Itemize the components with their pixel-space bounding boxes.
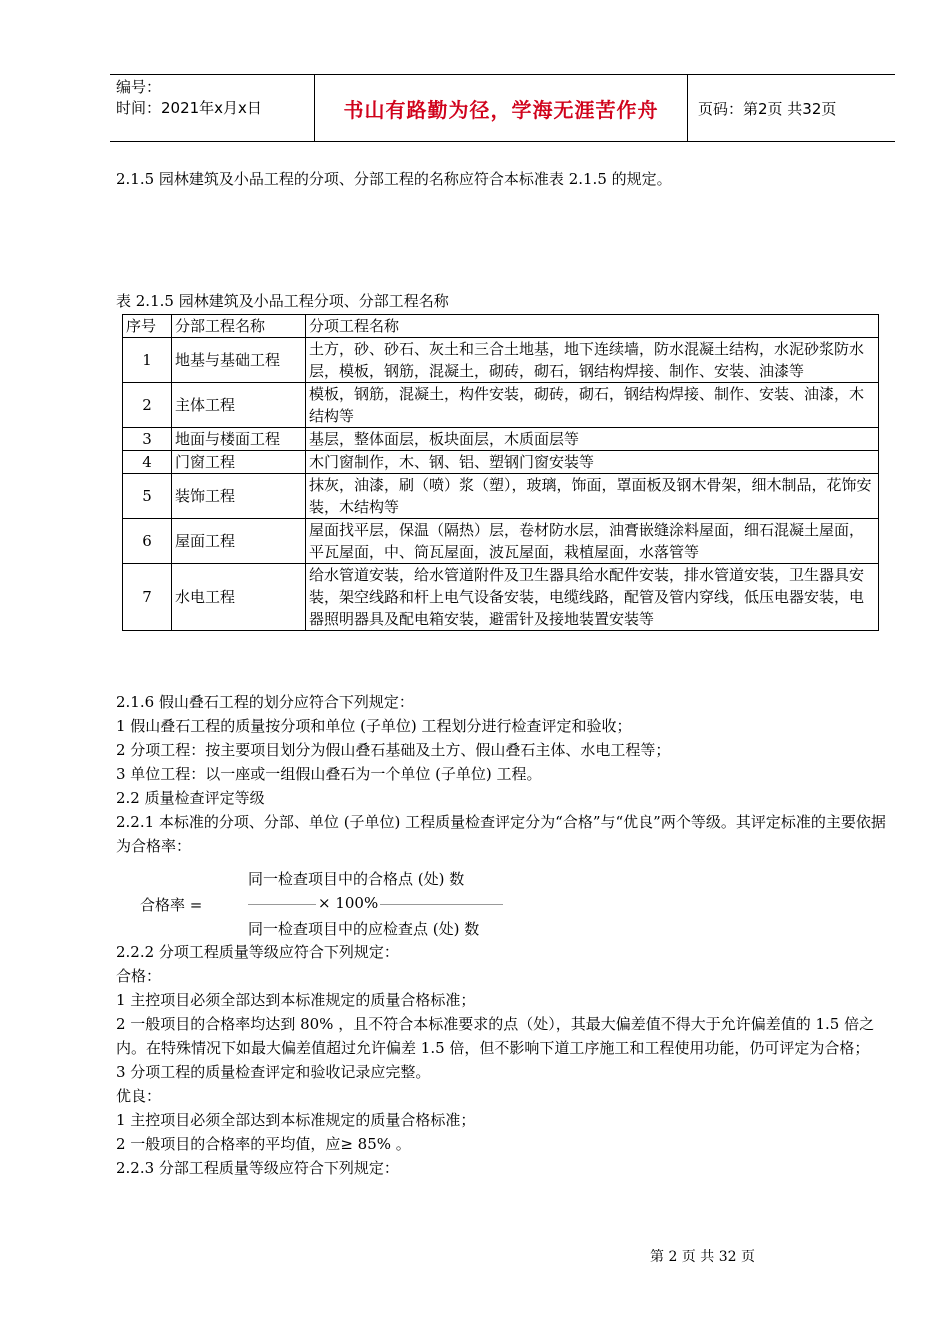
table-row bbox=[123, 474, 879, 519]
division-name: 装饰工程 bbox=[172, 474, 306, 519]
row-number: 4 bbox=[123, 451, 172, 474]
subitem-names: 给水管道安装，给水管道附件及卫生器具给水配件安装，排水管道安装，卫生器具安装，架空线路和杆上电气设备安装，电缆线路，配管及管内穿线，低压电器安装，电器照明器具及配电箱安装，避雷针及接地装置安装等 bbox=[306, 564, 879, 631]
division-name: 门窗工程 bbox=[172, 451, 306, 474]
row-number: 3 bbox=[123, 428, 172, 451]
paragraph: 1 假山叠石工程的质量按分项和单位 (子单位) 工程划分进行检查评定和验收； bbox=[116, 717, 632, 735]
table-row bbox=[123, 338, 879, 383]
paragraph: 2.2.3 分部工程质量等级应符合下列规定： bbox=[116, 1159, 399, 1177]
table-caption: 表 2.1.5 园林建筑及小品工程分项、分部工程名称 bbox=[116, 292, 449, 310]
row-number: 2 bbox=[123, 383, 172, 428]
body-section-2 bbox=[116, 940, 896, 1180]
division-name: 地面与楼面工程 bbox=[172, 428, 306, 451]
table-row bbox=[123, 383, 879, 428]
subitem-names: 抹灰，油漆，刷（喷）浆（塑），玻璃，饰面，罩面板及钢木骨架，细木制品，花饰安装，木结构等 bbox=[306, 474, 879, 519]
division-name: 主体工程 bbox=[172, 383, 306, 428]
division-name: 水电工程 bbox=[172, 564, 306, 631]
formula-denominator: 同一检查项目中的应检查点 (处) 数 bbox=[248, 920, 480, 938]
header-cell: 分项工程名称 bbox=[306, 315, 879, 338]
paragraph: 合格： bbox=[116, 967, 162, 985]
paragraph: 2 一般项目的合格率的平均值，应≥ 85% 。 bbox=[116, 1135, 411, 1153]
row-number: 6 bbox=[123, 519, 172, 564]
subitem-names: 模板，钢筋，混凝土，构件安装，砌砖，砌石，钢结构焊接、制作、安装、油漆，木结构等 bbox=[306, 383, 879, 428]
table-row bbox=[123, 519, 879, 564]
row-number: 5 bbox=[123, 474, 172, 519]
paragraph: 1 主控项目必须全部达到本标准规定的质量合格标准； bbox=[116, 991, 476, 1009]
paragraph: 2.2.1 本标准的分项、分部、单位 (子单位) 工程质量检查评定分为“合格”与“优良”两个等级。其评定标准的主要依据为合格率： bbox=[116, 813, 886, 855]
paragraph: 2.1.6 假山叠石工程的划分应符合下列规定： bbox=[116, 693, 414, 711]
page-footer: 第 2 页 共 32 页 bbox=[650, 1249, 755, 1265]
number-label: 编号： bbox=[116, 78, 162, 96]
paragraph: 2.2.2 分项工程质量等级应符合下列规定： bbox=[116, 943, 399, 961]
subitem-names: 土方，砂、砂石、灰土和三合土地基，地下连续墙，防水混凝土结构，水泥砂浆防水层，模板，钢筋，混凝土，砌砖，砌石，钢结构焊接、制作、安装、油漆等 bbox=[306, 338, 879, 383]
body-section-1 bbox=[116, 690, 896, 858]
formula-numerator: 同一检查项目中的合格点 (处) 数 bbox=[248, 870, 465, 888]
paragraph: 1 主控项目必须全部达到本标准规定的质量合格标准； bbox=[116, 1111, 476, 1129]
formula-multiplier: × 100% bbox=[318, 894, 379, 912]
table-header-row bbox=[123, 315, 879, 338]
pass-rate-formula bbox=[116, 866, 616, 946]
paragraph: 优良： bbox=[116, 1087, 162, 1105]
paragraph: 2.2 质量检查评定等级 bbox=[116, 789, 265, 807]
division-name: 屋面工程 bbox=[172, 519, 306, 564]
formula-lhs: 合格率 = bbox=[140, 896, 203, 914]
motto: 书山有路勤为径，学海无涯苦作舟 bbox=[315, 75, 688, 141]
header-meta bbox=[110, 75, 315, 141]
paragraph: 2 分项工程：按主要项目划分为假山叠石基础及土方、假山叠石主体、水电工程等； bbox=[116, 741, 671, 759]
header-cell: 序号 bbox=[123, 315, 172, 338]
division-name: 地基与基础工程 bbox=[172, 338, 306, 383]
intro-paragraph: 2.1.5 园林建筑及小品工程的分项、分部工程的名称应符合本标准表 2.1.5 的规定。 bbox=[116, 170, 672, 188]
subitem-names: 木门窗制作，木、钢、铝、塑钢门窗安装等 bbox=[306, 451, 879, 474]
page-indicator: 页码：第2页 共32页 bbox=[698, 99, 837, 118]
time-label: 时间：2021年x月x日 bbox=[116, 99, 262, 117]
paragraph: 2 一般项目的合格率均达到 80% ，且不符合本标准要求的点（处），其最大偏差值不得大于允许偏差值的 1.5 倍之内。在特殊情况下如最大偏差值超过允许偏差 1.5 倍，但不影响下道工序施工和工程使用功能，仍可评定为合格； bbox=[116, 1015, 875, 1057]
page-header bbox=[110, 74, 895, 142]
row-number: 1 bbox=[123, 338, 172, 383]
subitem-names: 基层，整体面层，板块面层，木质面层等 bbox=[306, 428, 879, 451]
header-cell: 分部工程名称 bbox=[172, 315, 306, 338]
project-division-table bbox=[122, 314, 879, 631]
table-row bbox=[123, 428, 879, 451]
paragraph: 3 分项工程的质量检查评定和验收记录应完整。 bbox=[116, 1063, 431, 1081]
paragraph: 3 单位工程：以一座或一组假山叠石为一个单位 (子单位) 工程。 bbox=[116, 765, 542, 783]
table-row bbox=[123, 451, 879, 474]
subitem-names: 屋面找平层，保温（隔热）层，卷材防水层，油膏嵌缝涂料屋面，细石混凝土屋面，平瓦屋面，中、筒瓦屋面，波瓦屋面，栽植屋面，水落管等 bbox=[306, 519, 879, 564]
row-number: 7 bbox=[123, 564, 172, 631]
table-row bbox=[123, 564, 879, 631]
